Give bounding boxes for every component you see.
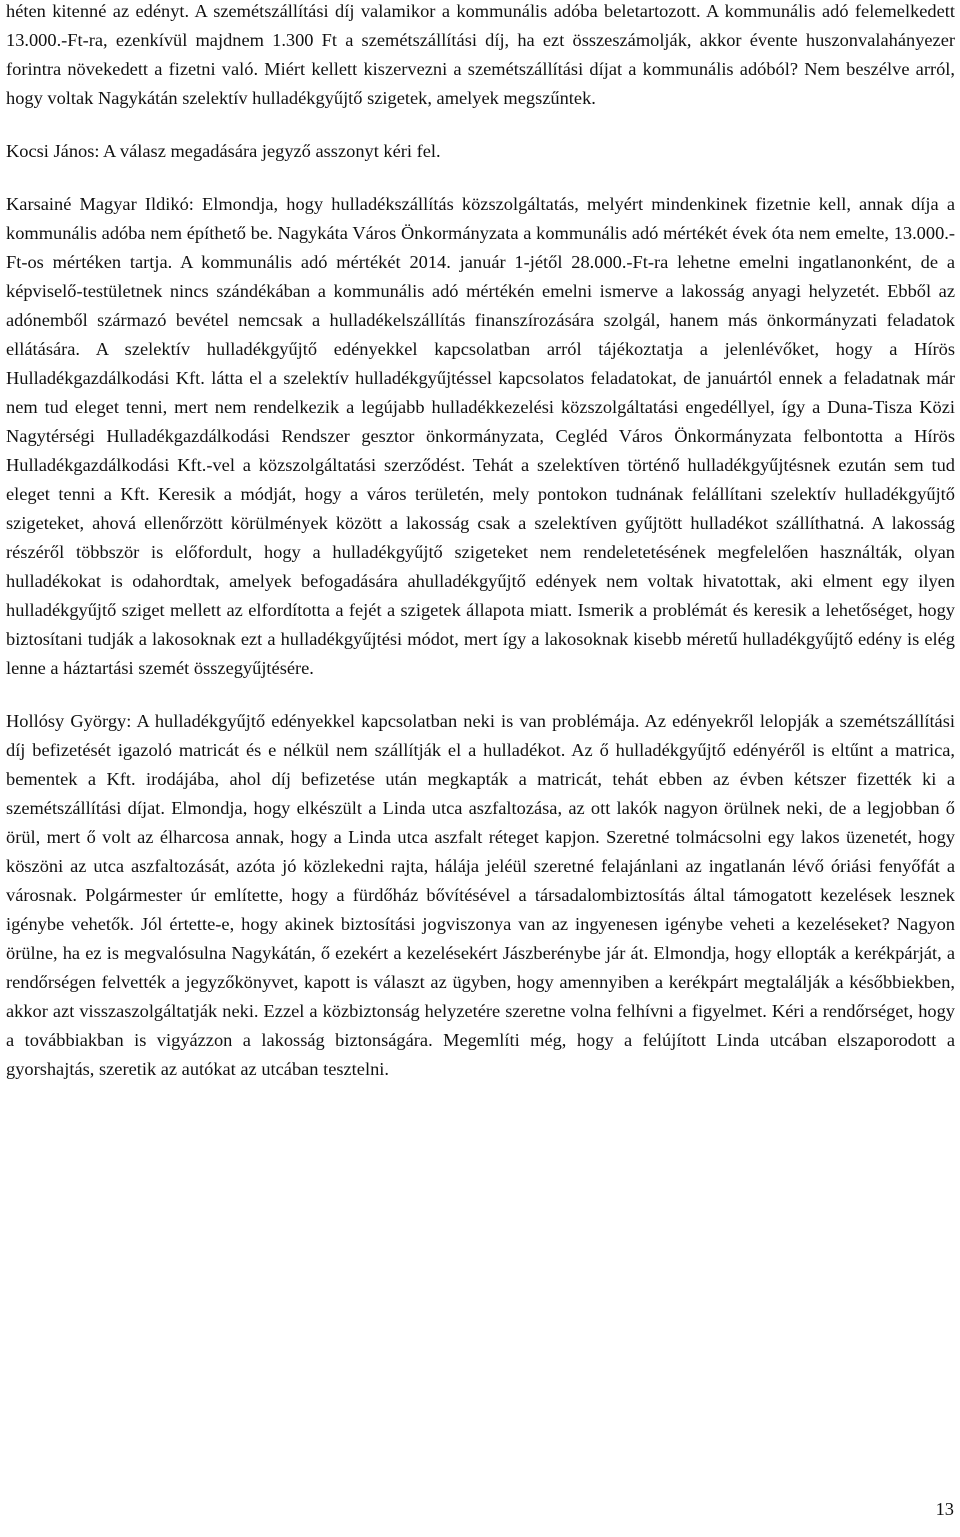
paragraph-waste-fee-question: héten kitenné az edényt. A szemétszállítási díj valamikor a kommunális adóba beletartozott. A kommunális adó felemelkedett 13.000.-Ft-ra, ezenkívül majdnem 1.300 Ft a szemétszállítási díj, ha ezt összeszámolják, akkor évente huszonvalahányezer forintra növekedett a fizetni való. Miért kellett kiszervezni a szemétszállítási díjat a kommunális adóból? Nem beszélve arról, hogy voltak Nagykátán szelektív hulladékgyűjtő szigetek, amelyek megszűntek. — [6, 1, 955, 108]
paragraph-kocsi-janos: Kocsi János: A válasz megadására jegyző asszonyt kéri fel. — [6, 141, 441, 161]
paragraph-spacer — [6, 683, 955, 707]
paragraph-spacer — [6, 166, 955, 190]
paragraph-spacer — [6, 113, 955, 137]
paragraph-hollosy-gyorgy: Hollósy György: A hulladékgyűjtő edényekkel kapcsolatban neki is van problémája. Az edényekről lelopják a szemétszállítási díj befizetését igazoló matricát és e nélkül nem szállítják el a hulladékot. Az ő hulladékgyűjtő edényéről is eltűnt a matrica, bementek a Kft. irodájába, ahol díj befizetése után megkapták a matricát, tehát ebben az évben kétszer fizették ki a szemétszállítási díjat. Elmondja, hogy elkészült a Linda utca aszfaltozása, az ott lakók nagyon örülnek neki, de a legjobban ő örül, mert ő volt az élharcosa annak, hogy a Linda utca aszfalt réteget kapjon. Szeretné tolmácsolni egy lakos üzenetét, hogy köszöni az utca aszfaltozását, azóta jó közlekedni rajta, hálája jeléül szeretné felajánlani az ingatlanán lévő óriási fenyőfát a városnak. Polgármester úr említette, hogy a fürdőház bővítésével a társadalombiztosítás által támogatott kezelések lesznek igénybe vehetők. Jól értette-e, hogy akinek biztosítási jogviszonya van az ingyenesen igénybe veheti a kezeléseket? Nagyon örülne, ha ez is megvalósulna Nagykátán, ő ezekért a kezelésekért Jászberénybe jár át. Elmondja, hogy ellopták a kerékpárját, a rendőrségen felvették a jegyzőkönyvet, kapott is választ az ügyben, hogy amennyiben a kerékpárt megtalálják a későbbiekben, akkor azt visszaszolgáltatják neki. Ezzel a közbiztonság helyzetére szeretne volna felhívni a figyelmet. Kéri a rendőrséget, hogy a továbbiakban is vigyázzon a lakosság biztonságára. Megemlíti még, hogy a felújított Linda utcában elszaporodott a gyorshajtás, szeretik az autókat az utcában tesztelni. — [6, 711, 955, 1079]
page-number: 13 — [935, 1499, 954, 1519]
paragraph-karsaine-magyar-ildiko: Karsainé Magyar Ildikó: Elmondja, hogy hulladékszállítás közszolgáltatás, melyért mindenkinek fizetnie kell, annak díja a kommunális adóba nem építhető be. Nagykáta Város Önkormányzata a kommunális adó mértékét évek óta nem emelte, 13.000.-Ft-os mértéken tartja. A kommunális adó mértékét 2014. január 1-jétől 28.000.-Ft-ra lehetne emelni ingatlanonként, de a képviselő-testületnek nincs szándékában a kommunális adó mértékén emelni ismerve a lakosság anyagi helyzetét. Ebből az adónemből származó bevétel nemcsak a hulladékelszállítás finanszírozására szolgál, hanem más önkormányzati feladatok ellátására. A szelektív hulladékgyűjtő edényekkel kapcsolatban arról tájékoztatja a jelenlévőket, hogy a Hírös Hulladékgazdálkodási Kft. látta el a szelektív hulladékgyűjtéssel kapcsolatos feladatokat, de januártól ennek a feladatnak már nem tud eleget tenni, mert nem rendelkezik a legújabb hulladékkezelési közszolgáltatási engedéllyel, így a Duna-Tisza Közi Nagytérségi Hulladékgazdálkodási Rendszer gesztor önkormányzata, Cegléd Város Önkormányzata felbontotta a Hírös Hulladékgazdálkodási Kft.-vel a közszolgáltatási szerződést. Tehát a szelektíven történő hulladékgyűjtésnek ezután sem tud eleget tenni a Kft. Keresik a módját, hogy a város területén, mely pontokon tudnának felállítani szelektív hulladékgyűjtő szigeteket, ahová ellenőrzött körülmények között a lakosság csak a szelektíven gyűjtött hulladékot szállíthatná. A lakosság részéről többször is előfordult, hogy a hulladékgyűjtő szigeteket nem rendeletetésének megfelelően használták, olyan hulladékokat is odahordtak, amelyek befogadására ahulladékgyűjtő edények nem voltak hivatottak, aki elment egy ilyen hulladékgyűjtő sziget mellett az elfordította a fejét a szigetek állapota miatt. Ismerik a problémát és keresik a lehetőséget, hogy biztosítani tudják a lakosoknak ezt a hulladékgyűjtési módot, mert így a lakosoknak kisebb méretű hulladékgyűjtő edény is elég lenne a háztartási szemét összegyűjtésére. — [6, 194, 955, 678]
